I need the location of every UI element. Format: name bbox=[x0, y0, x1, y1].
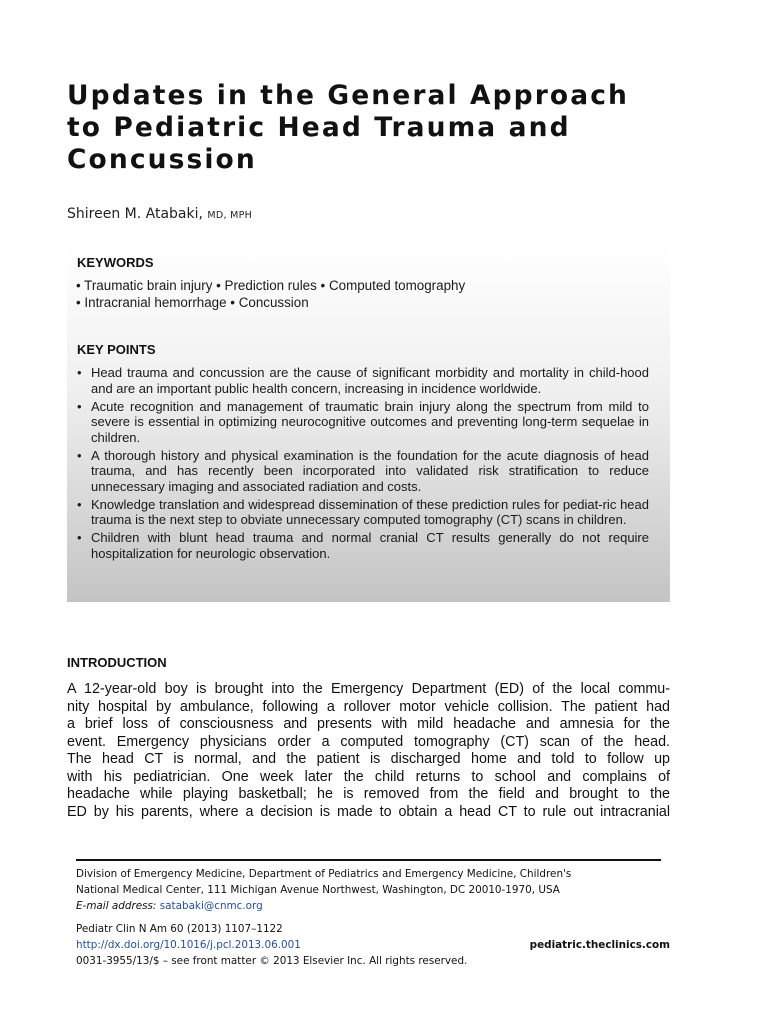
key-point-text: Head trauma and concussion are the cause of significant morbidity and mortality in child-hood and are an important public health concern, increasing in incidence worldwide. bbox=[91, 365, 649, 396]
key-points-heading: KEY POINTS bbox=[77, 342, 156, 357]
key-points-list bbox=[77, 365, 649, 564]
affiliation-line: Division of Emergency Medicine, Department of Pediatrics and Emergency Medicine, Children's bbox=[76, 868, 572, 880]
bullet-icon: • bbox=[77, 496, 82, 512]
key-point-text: Acute recognition and management of traumatic brain injury along the spectrum from mild to severe is essential in optimizing neurocognitive outcomes and preventing long-term sequelae in children. bbox=[91, 398, 649, 445]
body-line: ED by his parents, where a decision is made to obtain a head CT to rule out intracranial bbox=[67, 803, 670, 820]
key-point-item bbox=[77, 365, 649, 396]
keywords-line: • Intracranial hemorrhage • Concussion bbox=[76, 295, 309, 310]
affiliation-line: National Medical Center, 111 Michigan Avenue Northwest, Washington, DC 20010-1970, USA bbox=[76, 884, 560, 896]
author-credentials: MD, MPH bbox=[207, 210, 253, 221]
doi-link[interactable]: http://dx.doi.org/10.1016/j.pcl.2013.06.001 bbox=[76, 939, 301, 951]
body-line: a brief loss of consciousness and presents with mild headache and amnesia for the bbox=[67, 716, 670, 732]
key-point-text: Knowledge translation and widespread dissemination of these prediction rules for pediat-ric head trauma is the next step to obviate unnecessary computed tomography (CT) scans in children. bbox=[91, 496, 649, 527]
key-point-item bbox=[77, 497, 649, 528]
article-title bbox=[67, 80, 707, 176]
bullet-icon: • bbox=[77, 365, 82, 380]
journal-site[interactable]: pediatric.theclinics.com bbox=[529, 939, 670, 951]
key-point-item bbox=[77, 530, 649, 561]
email-line bbox=[76, 898, 670, 914]
summary-box bbox=[67, 245, 670, 602]
title-line: to Pediatric Head Trauma and bbox=[67, 112, 571, 143]
body-line: with his pediatrician. One week later the child returns to school and complains of bbox=[67, 768, 670, 785]
title-line: Updates in the General Approach bbox=[67, 80, 629, 111]
bullet-icon: • bbox=[77, 447, 82, 463]
email-label: E-mail address: bbox=[76, 900, 157, 912]
email-link[interactable]: satabaki@cnmc.org bbox=[159, 900, 263, 912]
introduction-heading: INTRODUCTION bbox=[67, 655, 167, 670]
bullet-icon: • bbox=[77, 530, 82, 545]
keywords-line: • Traumatic brain injury • Prediction rules • Computed tomography bbox=[76, 278, 466, 293]
key-point-text: Children with blunt head trauma and normal cranial CT results generally do not require hospitalization for neurologic observation. bbox=[91, 530, 649, 561]
body-line: nity hospital by ambulance, following a rollover motor vehicle collision. The patient had bbox=[67, 698, 670, 715]
citation-line: Pediatr Clin N Am 60 (2013) 1107–1122 bbox=[76, 923, 283, 935]
author-line bbox=[67, 206, 252, 222]
bullet-icon: • bbox=[77, 398, 82, 414]
body-line: The head CT is normal, and the patient is discharged home and told to follow up bbox=[67, 751, 670, 767]
key-point-item bbox=[77, 448, 649, 495]
footnote-divider bbox=[76, 859, 661, 861]
body-line: A 12-year-old boy is brought into the Emergency Department (ED) of the local commu- bbox=[67, 681, 670, 697]
copyright-line: 0031-3955/13/$ – see front matter © 2013 Elsevier Inc. All rights reserved. bbox=[76, 955, 468, 967]
body-line: event. Emergency physicians order a computed tomography (CT) scan of the head. bbox=[67, 733, 670, 750]
citation-footnote bbox=[76, 921, 670, 969]
key-point-item bbox=[77, 399, 649, 446]
keywords-heading: KEYWORDS bbox=[77, 255, 154, 270]
author-name: Shireen M. Atabaki, bbox=[67, 206, 203, 222]
key-point-text: A thorough history and physical examination is the foundation for the acute diagnosis of head trauma, and has recently been incorporated into validated risk stratification to reduce unnecessary imaging and associated radiation and costs. bbox=[91, 447, 649, 494]
introduction-body bbox=[67, 681, 670, 821]
affiliation-footnote bbox=[76, 866, 670, 914]
title-line: Concussion bbox=[67, 144, 257, 175]
body-line: headache while playing basketball; he is removed from the field and brought to the bbox=[67, 786, 670, 802]
